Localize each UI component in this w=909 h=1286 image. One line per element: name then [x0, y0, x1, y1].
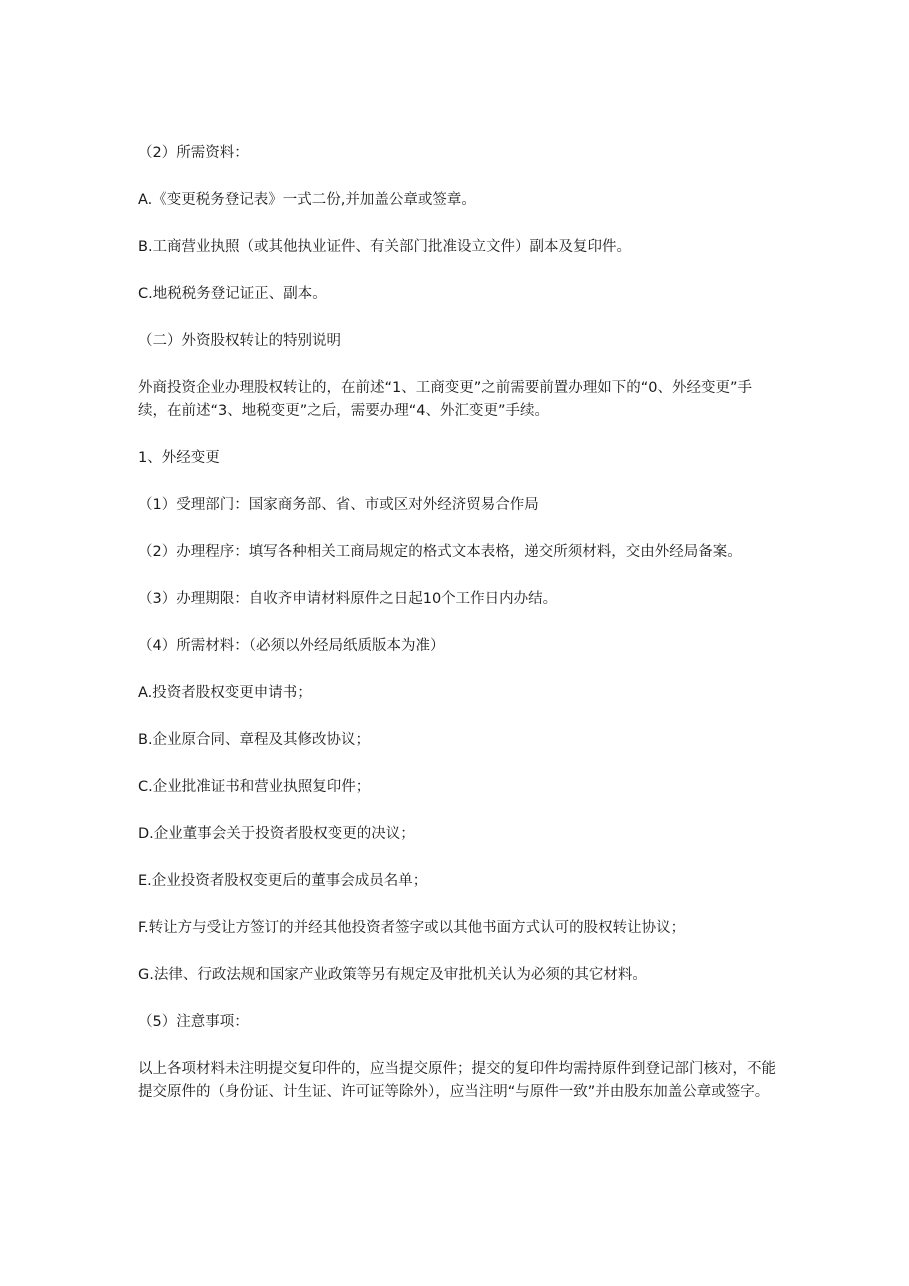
paragraph-time-limit: （3）办理期限：自收齐申请材料原件之日起10个工作日内办结。	[138, 591, 558, 607]
section-heading-foreign-equity-transfer: （二）外资股权转让的特别说明	[138, 333, 341, 349]
list-item-c: C.企业批准证书和营业执照复印件；	[138, 779, 371, 795]
list-item-e: E.企业投资者股权变更后的董事会成员名单；	[138, 873, 428, 889]
paragraph-foreign-investment-intro: 外商投资企业办理股权转让的，在前述“1、工商变更”之前需要前置办理如下的“0、外经变更”手续，在前述“3、地税变更”之后，需要办理“4、外汇变更”手续。	[138, 380, 752, 419]
list-item-b: B.企业原合同、章程及其修改协议；	[138, 732, 371, 748]
paragraph-required-materials: （4）所需材料：（必须以外经局纸质版本为准）	[138, 638, 445, 654]
list-item-a: A.投资者股权变更申请书；	[138, 685, 312, 701]
list-item-g: G.法律、行政法规和国家产业政策等另有规定及审批机关认为必须的其它材料。	[138, 967, 647, 983]
subsection-heading-foreign-trade-change: 1、外经变更	[138, 450, 220, 466]
paragraph-notes-body: 以上各项材料未注明提交复印件的，应当提交原件；提交的复印件均需持原件到登记部门核对，不能提交原件的（身份证、计生证、许可证等除外），应当注明“与原件一致”并由股东加盖公章或签字。	[138, 1061, 776, 1100]
paragraph-procedure: （2）办理程序：填写各种相关工商局规定的格式文本表格，递交所须材料，交由外经局备案。	[138, 544, 742, 560]
paragraph-notes-heading: （5）注意事项：	[138, 1014, 249, 1030]
list-item-f: F.转让方与受让方签订的并经其他投资者签字或以其他书面方式认可的股权转让协议；	[138, 920, 686, 936]
paragraph-item-c-tax-certificate: C.地税税务登记证正、副本。	[138, 286, 327, 302]
document-body	[138, 142, 778, 1128]
paragraph-required-materials-heading: （2）所需资料：	[138, 145, 249, 161]
paragraph-accepting-department: （1）受理部门：国家商务部、省、市或区对外经济贸易合作局	[138, 497, 539, 513]
list-item-d: D.企业董事会关于投资者股权变更的决议；	[138, 826, 415, 842]
paragraph-item-a-tax-form: A.《变更税务登记表》一式二份,并加盖公章或签章。	[138, 192, 476, 208]
paragraph-item-b-business-license: B.工商营业执照（或其他执业证件、有关部门批准设立文件）副本及复印件。	[138, 239, 632, 255]
